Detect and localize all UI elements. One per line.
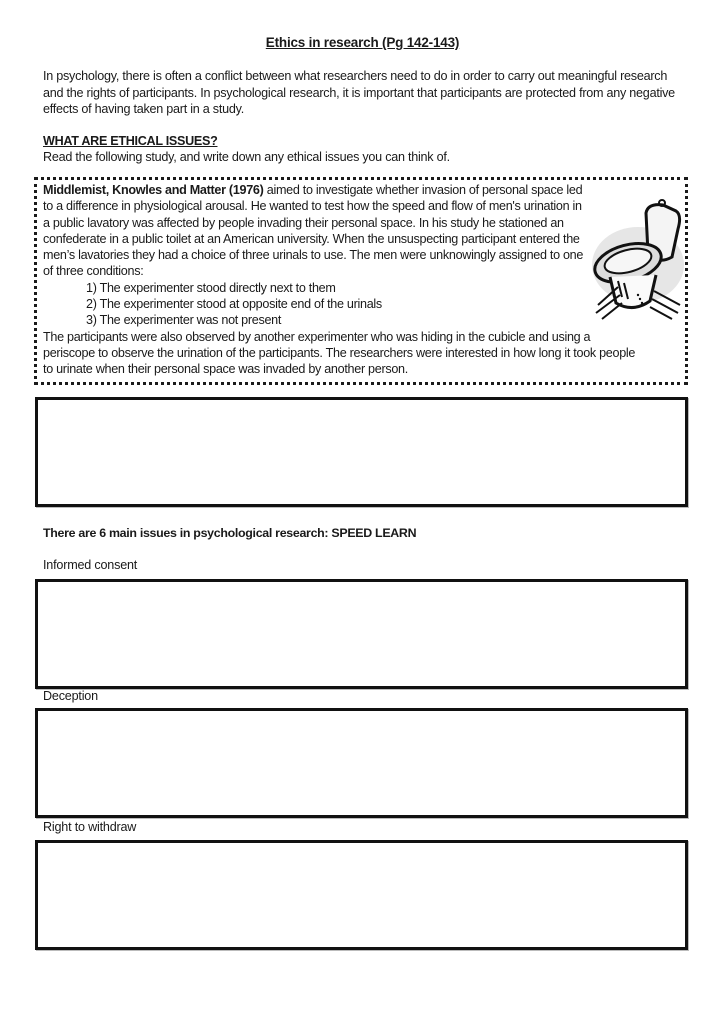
study-text-1: aimed to investigate whether invasion of personal space led to a difference in physiological arousal. He wanted to test how the speed and flow of men's urination in a public lavatory was affected by people invading their personal space. In his study he stationed an confederate in a public toilet at an American university. When the unsuspecting participant entered the men’s lavatories they had a choice of three urinals to use. The men were unknowingly assigned to one of three conditions: xyxy=(43,183,584,279)
condition-item: 2) The experimenter stood at opposite end of the urinals xyxy=(86,297,382,312)
deception-answer-box[interactable] xyxy=(35,708,688,818)
informed-consent-answer-box[interactable] xyxy=(35,579,688,689)
section-heading: WHAT ARE ETHICAL ISSUES? xyxy=(43,134,218,148)
study-description xyxy=(43,182,643,378)
page-title: Ethics in research (Pg 142-143) xyxy=(265,35,460,50)
toilet-icon xyxy=(588,195,688,325)
study-text-2: The participants were also observed by another experimenter who was hiding in the cubicle and using a periscope to observe the urination of the participants. The researchers were interested in how long it took people to urinate when their personal space was invaded by another person. xyxy=(43,329,636,377)
intro-paragraph: In psychology, there is often a conflict between what researchers need to do in order to carry out meaningful research and the rights of participants. In psychological research, it is important that participants are protected from any negative effects of having taken part in a study. xyxy=(43,69,675,116)
instruction-text: Read the following study, and write down any ethical issues you can think of. xyxy=(43,150,450,164)
right-to-withdraw-answer-box[interactable] xyxy=(35,840,688,950)
informed-consent-label: Informed consent xyxy=(43,558,138,572)
right-to-withdraw-label: Right to withdraw xyxy=(43,820,137,834)
study-text-block xyxy=(43,182,588,280)
study-authors: Middlemist, Knowles and Matter (1976) xyxy=(43,183,264,197)
condition-item: 3) The experimenter was not present xyxy=(86,313,282,328)
issues-summary: There are 6 main issues in psychological research: SPEED LEARN xyxy=(43,526,417,540)
study-answer-box[interactable] xyxy=(35,397,688,507)
deception-label: Deception xyxy=(43,689,98,703)
condition-item: 1) The experimenter stood directly next to them xyxy=(86,280,336,295)
